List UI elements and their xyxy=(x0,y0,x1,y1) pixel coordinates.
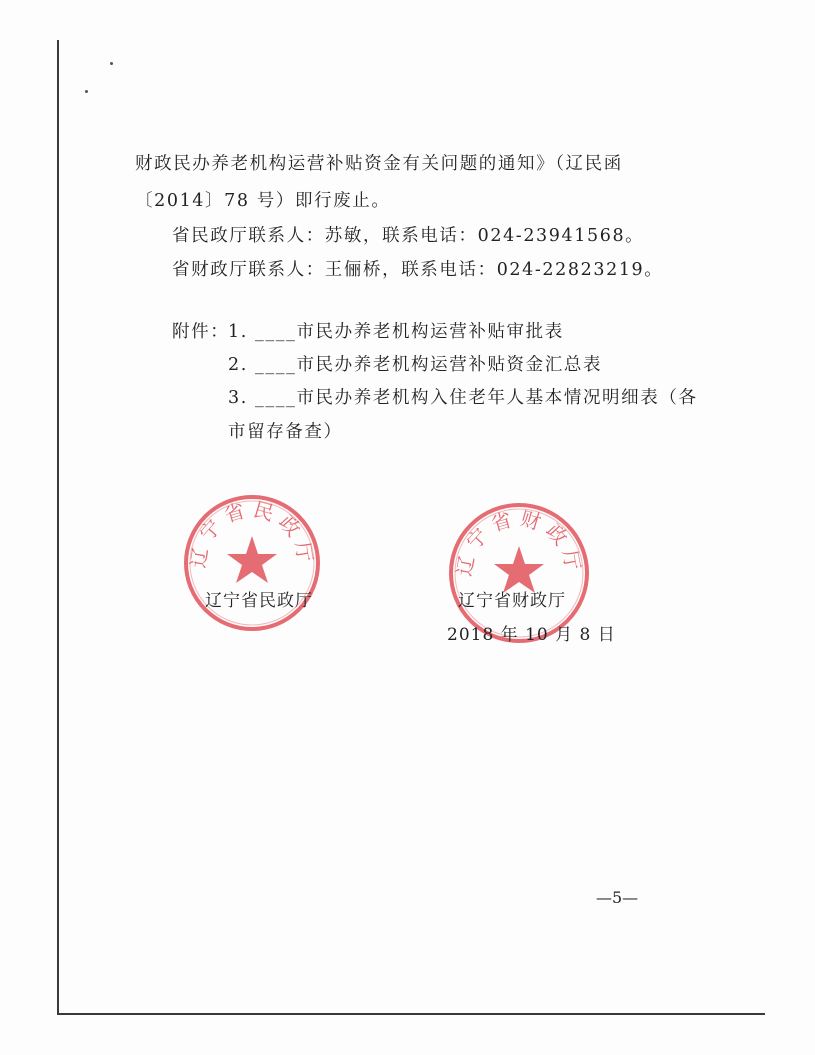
page-number: —5— xyxy=(596,888,639,907)
attachment-continuation: 市留存备查） xyxy=(228,422,343,442)
attachment-item: 1. ____市民办养老机构运营补贴审批表 xyxy=(228,322,564,342)
contact-line: 省财政厅联系人：王俪桥，联系电话：024-22823219。 xyxy=(172,260,664,280)
issue-date: 2018 年 10 月 8 日 xyxy=(447,625,616,645)
issuer-name-left: 辽宁省民政厅 xyxy=(205,591,313,611)
contact-line: 省民政厅联系人：苏敏，联系电话：024-23941568。 xyxy=(172,226,645,246)
scan-speck xyxy=(85,90,88,93)
body-line: 财政民办养老机构运营补贴资金有关问题的通知》（辽民函 xyxy=(135,154,623,174)
svg-text:辽宁省财政厅: 辽宁省财政厅 xyxy=(451,505,587,579)
attachment-item: 2. ____市民办养老机构运营补贴资金汇总表 xyxy=(228,355,603,375)
attachment-label: 附件： xyxy=(172,322,230,342)
scan-speck xyxy=(110,62,113,65)
seal-stamp-left xyxy=(181,492,323,634)
scan-border-left xyxy=(57,40,59,1015)
scan-border-bottom xyxy=(57,1013,765,1015)
attachment-item: 3. ____市民办养老机构入住老年人基本情况明细表（各 xyxy=(228,388,698,408)
issuer-name-right: 辽宁省财政厅 xyxy=(458,591,566,611)
svg-text:辽宁省民政厅: 辽宁省民政厅 xyxy=(185,496,319,570)
body-line: 〔2014〕78 号）即行废止。 xyxy=(135,191,391,211)
